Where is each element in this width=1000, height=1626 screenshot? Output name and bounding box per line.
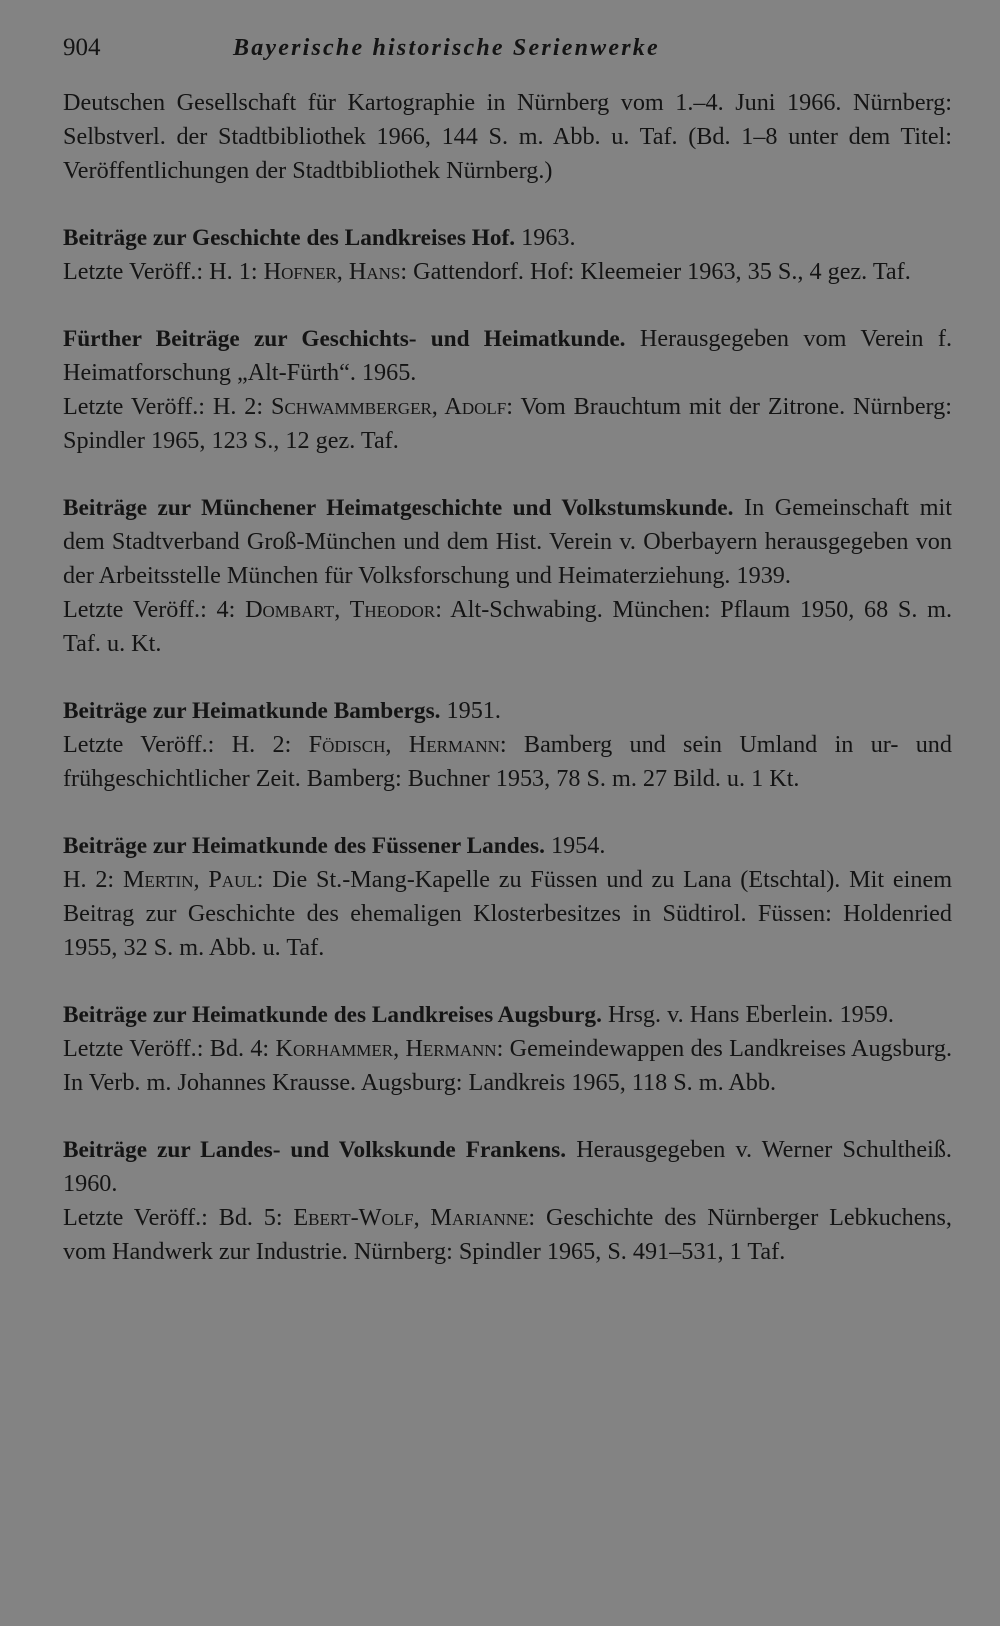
latest-prefix: Letzte Veröff.: H. 2: (63, 731, 309, 758)
series-description (63, 491, 952, 593)
bibliography-entry (63, 491, 952, 661)
author-name: Hofner, Hans (263, 258, 401, 285)
series-description (63, 322, 952, 390)
bibliography-entry (63, 221, 952, 289)
publication-details: : Gattendorf. Hof: Kleemeier 1963, 35 S., 4 gez. Taf. (400, 258, 911, 285)
running-head (63, 34, 952, 74)
latest-publication (63, 593, 952, 661)
series-description (63, 1133, 952, 1201)
publication-details: : Die St.-Mang-Kapelle zu Füssen und zu Lana (Etschtal). Mit einem Beitrag zur Geschichte des ehemaligen Klosterbesitzes in Südtirol. Füssen: Holdenried 1955, 32 S. m. Abb. u. Taf. (63, 866, 953, 961)
author-name: Schwammberger, Adolf (271, 393, 507, 420)
running-title: Bayerische historische Serienwerke (233, 35, 660, 61)
publication-details: : Gemeindewappen des Landkreises Augsburg. In Verb. m. Johannes Krausse. Augsburg: Landkreis 1965, 118 S. m. Abb. (63, 1035, 953, 1096)
series-description (63, 998, 952, 1032)
series-title: Fürther Beiträge zur Geschichts- und Heimatkunde. (63, 326, 626, 352)
author-name: Korhammer, Hermann (275, 1035, 497, 1062)
bibliography-entry (63, 998, 952, 1100)
publication-details: : Bamberg und sein Umland in ur- und frühgeschichtlicher Zeit. Bamberg: Buchner 1953, 78 S. m. 27 Bild. u. 1 Kt. (63, 731, 952, 792)
series-description (63, 694, 952, 728)
series-info: Hrsg. v. Hans Eberlein. 1959. (601, 1001, 894, 1028)
latest-publication (63, 390, 952, 458)
author-name: Mertin, Paul (122, 866, 257, 893)
publication-details: : Vom Brauchtum mit der Zitrone. Nürnberg: Spindler 1965, 123 S., 12 gez. Taf. (63, 393, 952, 454)
series-title: Beiträge zur Münchener Heimatgeschichte und Volkstumskunde. (63, 495, 734, 521)
series-info: Herausgegeben v. Werner Schultheiß. 1960. (63, 1136, 952, 1197)
series-title: Beiträge zur Heimatkunde des Landkreises Augsburg. (63, 1002, 602, 1028)
latest-publication (63, 255, 952, 289)
bibliography-entry (63, 829, 952, 965)
latest-publication (63, 728, 952, 796)
bibliography-entry (63, 322, 952, 458)
series-description (63, 829, 952, 863)
latest-prefix: Letzte Veröff.: Bd. 5: (63, 1204, 294, 1231)
latest-publication (63, 863, 952, 965)
latest-prefix: Letzte Veröff.: H. 1: (63, 258, 264, 285)
series-title: Beiträge zur Heimatkunde des Füssener Landes. (63, 833, 545, 859)
latest-prefix: H. 2: (63, 866, 123, 893)
series-info: Herausgegeben vom Verein f. Heimatforschung „Alt-Fürth“. 1965. (63, 325, 952, 386)
latest-prefix: Letzte Veröff.: 4: (63, 596, 246, 623)
series-info: 1954. (544, 832, 606, 859)
latest-publication (63, 1201, 952, 1269)
page-number: 904 (63, 34, 101, 61)
author-name: Dombart, Theodor (245, 596, 436, 623)
series-title: Beiträge zur Landes- und Volkskunde Frankens. (63, 1137, 567, 1163)
author-name: Ebert-Wolf, Marianne (293, 1204, 529, 1231)
latest-prefix: Letzte Veröff.: H. 2: (63, 393, 271, 420)
series-info: 1951. (440, 697, 501, 724)
series-info: 1963. (515, 224, 576, 251)
latest-prefix: Letzte Veröff.: Bd. 4: (63, 1035, 276, 1062)
bibliography-entry (63, 694, 952, 796)
bibliography-entry (63, 86, 952, 188)
bibliography-entry (63, 1133, 952, 1269)
publication-details: : Geschichte des Nürnberger Lebkuchens, vom Handwerk zur Industrie. Nürnberg: Spindler 1965, S. 491–531, 1 Taf. (63, 1204, 952, 1265)
continuation-text: Deutschen Gesellschaft für Kartographie in Nürnberg vom 1.–4. Juni 1966. Nürnberg: Selbstverl. der Stadtbibliothek 1966, 144 S. m. Abb. u. Taf. (Bd. 1–8 unter dem Titel: Veröffentlichungen der Stadtbibliothek Nürnberg.) (63, 89, 952, 184)
series-title: Beiträge zur Geschichte des Landkreises Hof. (63, 225, 516, 251)
author-name: Födisch, Hermann (308, 731, 500, 758)
series-description (63, 221, 952, 255)
latest-publication (63, 1032, 952, 1100)
series-info: In Gemeinschaft mit dem Stadtverband Groß-München und dem Hist. Verein v. Oberbayern herausgegeben von der Arbeitsstelle München für Volksforschung und Heimaterziehung. 1939. (63, 494, 952, 589)
publication-details: : Alt-Schwabing. München: Pflaum 1950, 68 S. m. Taf. u. Kt. (63, 596, 952, 657)
series-title: Beiträge zur Heimatkunde Bambergs. (63, 698, 441, 724)
